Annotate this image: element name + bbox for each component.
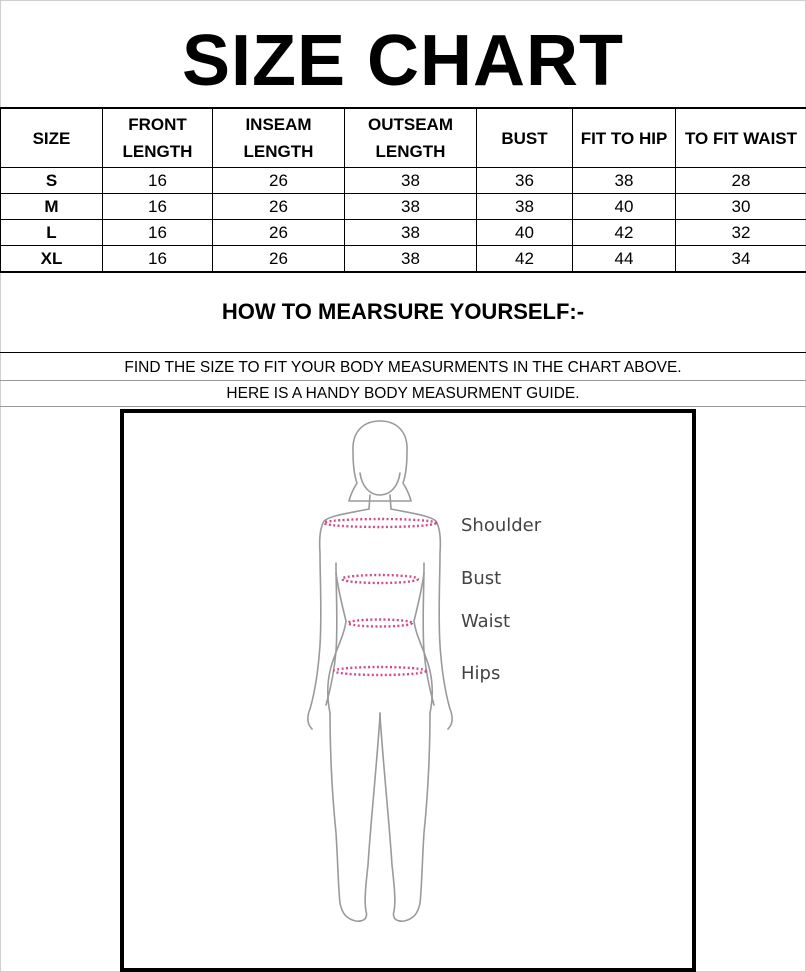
header-inseam-length: INSEAM LENGTH bbox=[213, 108, 345, 168]
header-fit-to-hip: FIT TO HIP bbox=[573, 108, 676, 168]
instruction-line: FIND THE SIZE TO FIT YOUR BODY MEASURMENTS IN THE CHART ABOVE. bbox=[124, 359, 682, 376]
size-cell: L bbox=[1, 220, 103, 246]
table-cell: 40 bbox=[477, 220, 573, 246]
table-row bbox=[1, 194, 806, 220]
table-cell: 42 bbox=[477, 246, 573, 273]
size-table bbox=[0, 107, 806, 273]
table-cell: 38 bbox=[573, 168, 676, 194]
table-cell: 38 bbox=[345, 194, 477, 220]
table-cell: 32 bbox=[676, 220, 806, 246]
table-cell: 34 bbox=[676, 246, 806, 273]
table-cell: 42 bbox=[573, 220, 676, 246]
instruction-line: HERE IS A HANDY BODY MEASURMENT GUIDE. bbox=[226, 385, 580, 402]
measurement-guide-figure bbox=[120, 409, 696, 972]
table-cell: 16 bbox=[103, 168, 213, 194]
body-outline-illustration bbox=[124, 413, 692, 968]
table-cell: 26 bbox=[213, 246, 345, 273]
table-cell: 38 bbox=[345, 246, 477, 273]
table-header-row bbox=[1, 108, 806, 168]
table-cell: 40 bbox=[573, 194, 676, 220]
table-cell: 16 bbox=[103, 194, 213, 220]
table-cell: 38 bbox=[345, 168, 477, 194]
table-cell: 16 bbox=[103, 246, 213, 273]
table-cell: 26 bbox=[213, 168, 345, 194]
table-cell: 26 bbox=[213, 194, 345, 220]
page-title: SIZE CHART bbox=[182, 21, 624, 101]
shoulder-label: Shoulder bbox=[461, 515, 542, 536]
size-cell: XL bbox=[1, 246, 103, 273]
table-cell: 30 bbox=[676, 194, 806, 220]
table-cell: 36 bbox=[477, 168, 573, 194]
table-cell: 38 bbox=[345, 220, 477, 246]
waist-label: Waist bbox=[461, 611, 511, 632]
header-outseam-length: OUTSEAM LENGTH bbox=[345, 108, 477, 168]
header-to-fit-waist: TO FIT WAIST bbox=[676, 108, 806, 168]
table-row bbox=[1, 246, 806, 273]
table-cell: 16 bbox=[103, 220, 213, 246]
divider bbox=[0, 352, 806, 353]
header-front-length: FRONT LENGTH bbox=[103, 108, 213, 168]
bust-label: Bust bbox=[461, 568, 502, 589]
table-cell: 26 bbox=[213, 220, 345, 246]
size-cell: S bbox=[1, 168, 103, 194]
table-cell: 38 bbox=[477, 194, 573, 220]
header-bust: BUST bbox=[477, 108, 573, 168]
table-row bbox=[1, 168, 806, 194]
how-to-measure-heading: HOW TO MEARSURE YOURSELF:- bbox=[221, 299, 585, 324]
header-size: SIZE bbox=[1, 108, 103, 168]
table-row bbox=[1, 220, 806, 246]
size-cell: M bbox=[1, 194, 103, 220]
hips-label: Hips bbox=[461, 663, 501, 684]
table-cell: 28 bbox=[676, 168, 806, 194]
table-cell: 44 bbox=[573, 246, 676, 273]
